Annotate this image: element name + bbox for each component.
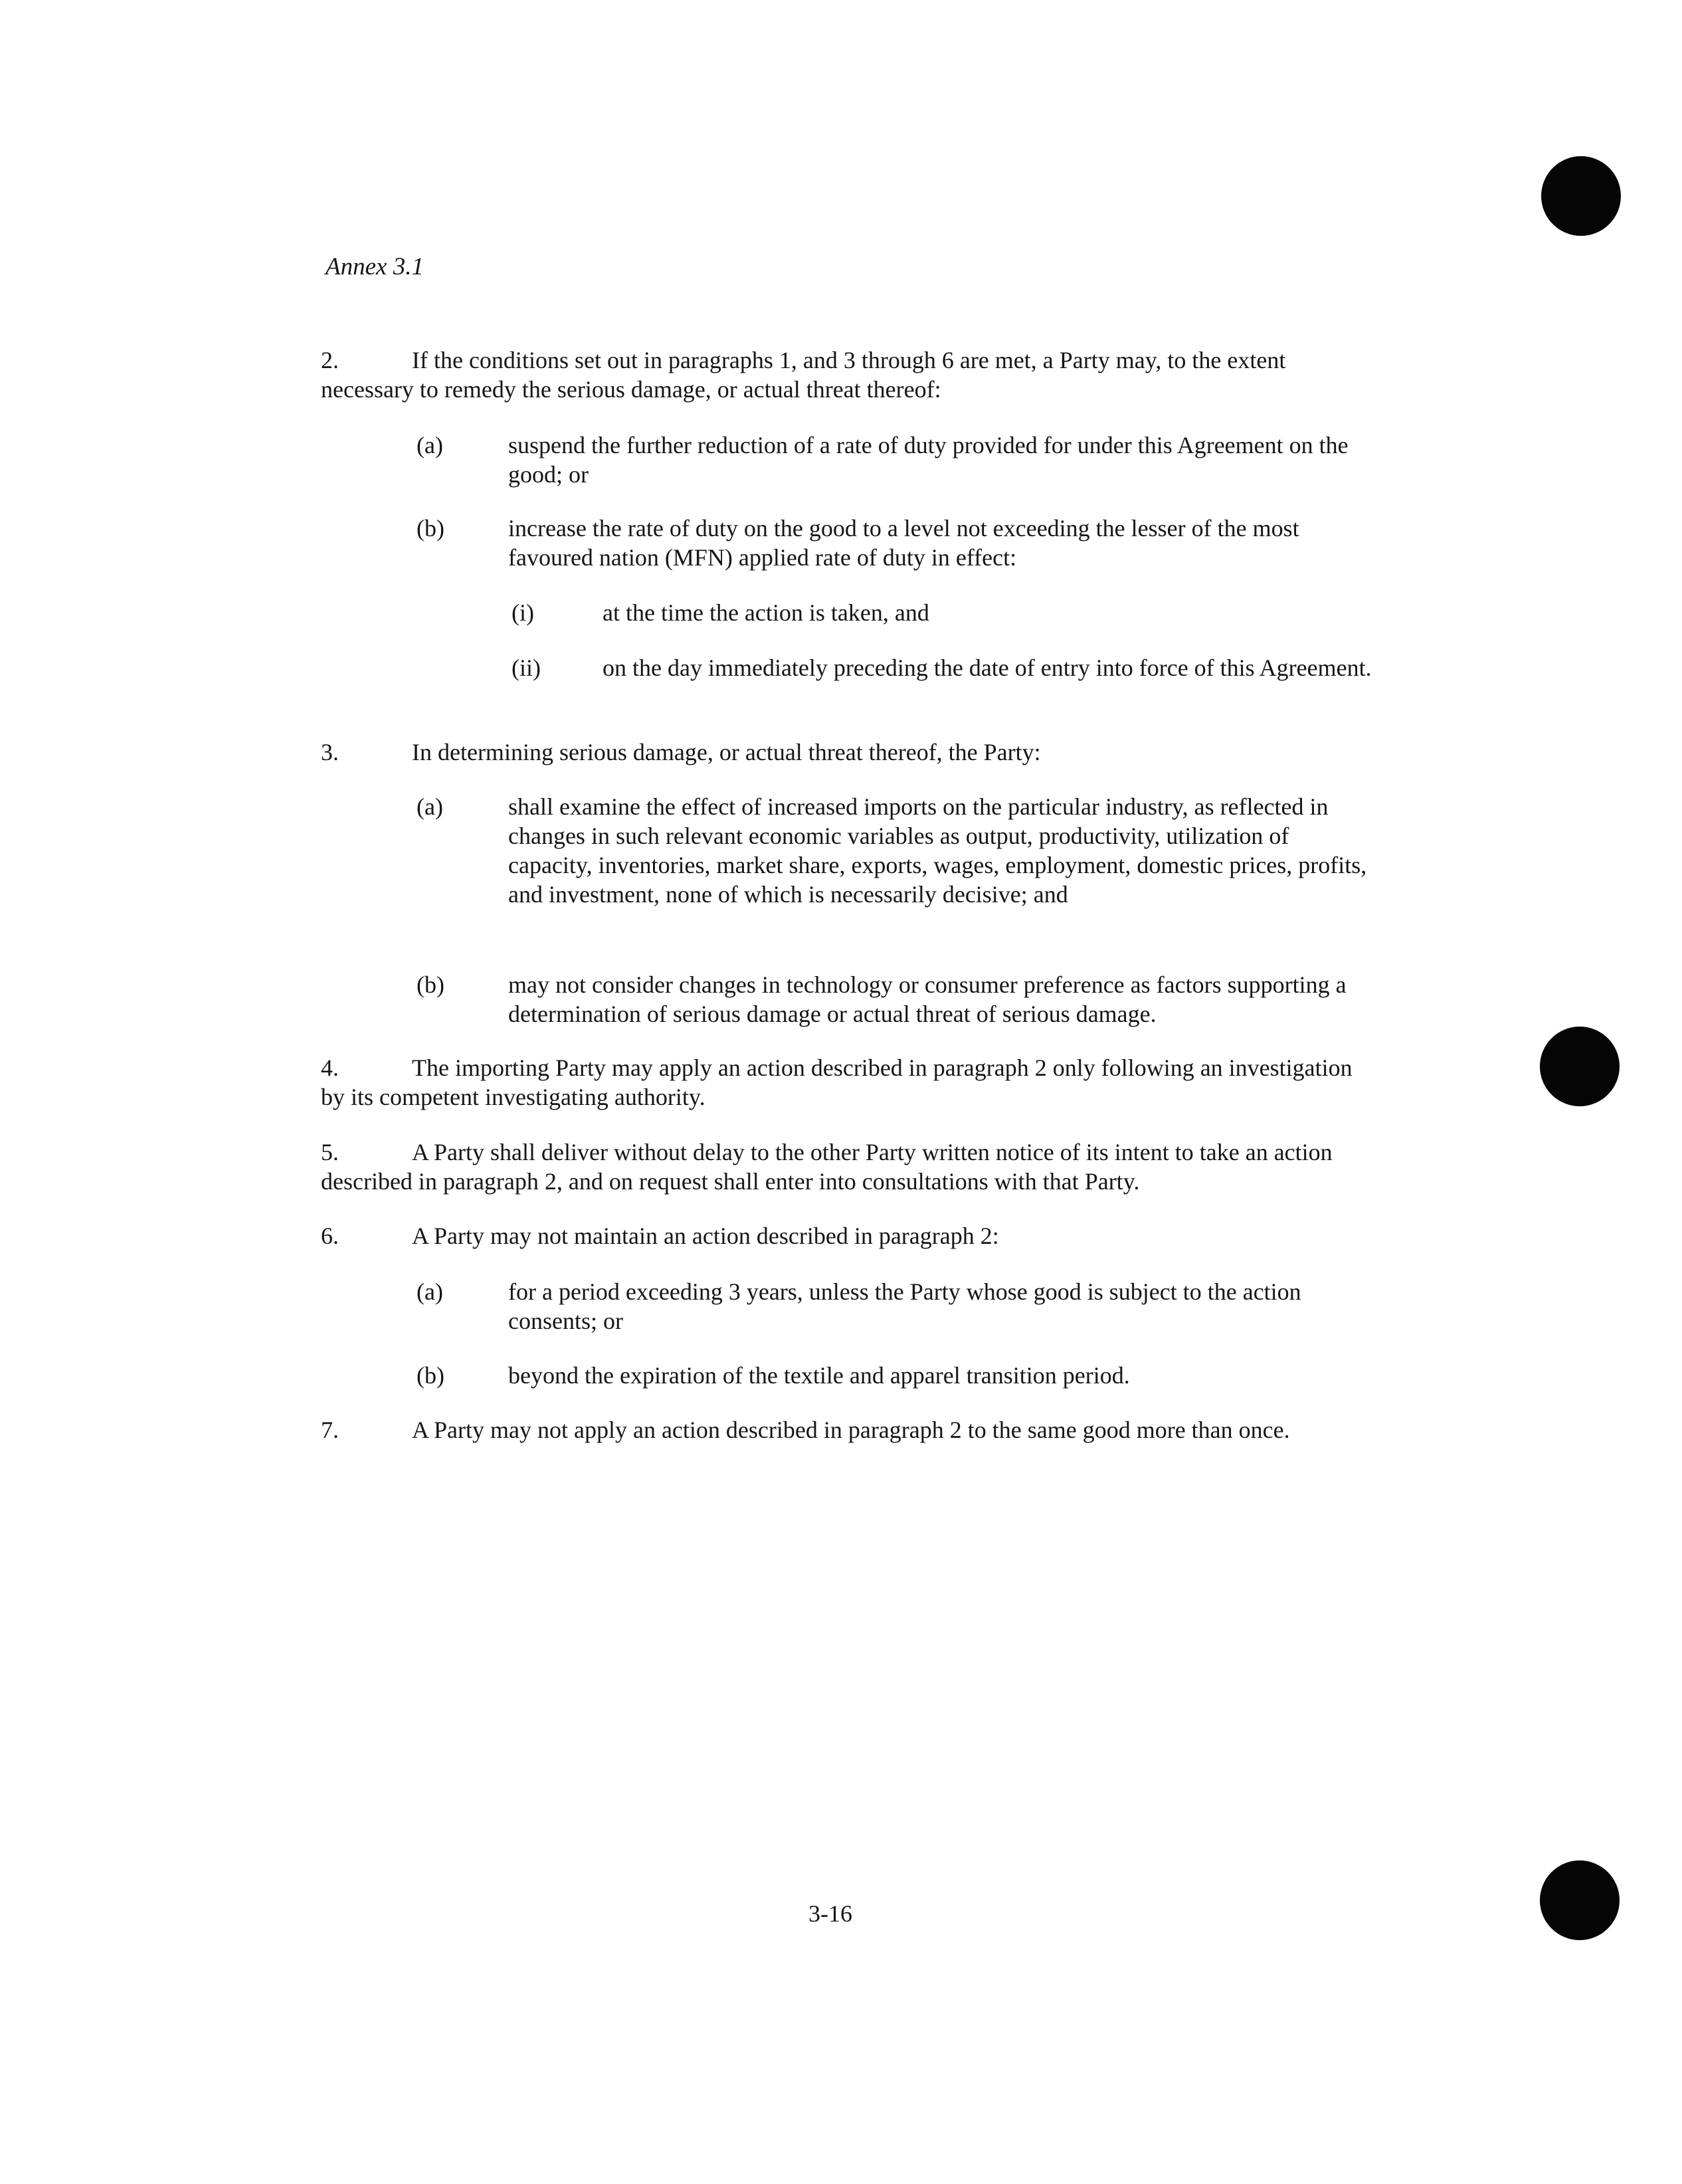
- subitem-text: at the time the action is taken, and: [603, 599, 929, 626]
- item-label: (b): [417, 515, 444, 542]
- item-label: (a): [417, 793, 443, 820]
- paragraph-number: 6.: [321, 1223, 339, 1249]
- item-label: (a): [417, 432, 443, 458]
- item-text: for a period exceeding 3 years, unless the Party whose good is subject to the action consents; or: [508, 1278, 1301, 1334]
- paragraph-2: [321, 346, 1357, 404]
- punch-hole-middle: [1540, 1027, 1620, 1106]
- subitem-text: on the day immediately preceding the date of entry into force of this Agreement.: [603, 654, 1372, 681]
- paragraph-2-item-b-ii: [512, 653, 1375, 682]
- subitem-label: (i): [512, 599, 534, 626]
- paragraph-7: [321, 1415, 1357, 1444]
- paragraph-3-item-a: [417, 792, 1373, 909]
- item-text: increase the rate of duty on the good to a level not exceeding the lesser of the most favoured nation (MFN) applied rate of duty in effect:: [508, 515, 1299, 571]
- paragraph-6: [321, 1221, 1357, 1250]
- punch-hole-bottom: [1540, 1860, 1620, 1940]
- paragraph-text: In determining serious damage, or actual threat thereof, the Party:: [412, 739, 1041, 765]
- paragraph-number: 3.: [321, 739, 339, 765]
- item-text: shall examine the effect of increased imports on the particular industry, as reflected in changes in such relevant economic variables as output, productivity, utilization of capacity, inventories, market share, exports, wages, employment, domestic prices, profits, and investment, none of which is necessarily decisive; and: [508, 793, 1367, 908]
- paragraph-number: 7.: [321, 1417, 339, 1443]
- paragraph-2-item-a: [417, 431, 1373, 489]
- item-label: (b): [417, 1362, 444, 1389]
- paragraph-text: If the conditions set out in paragraphs 1, and 3 through 6 are met, a Party may, to the extent necessary to remedy the serious damage, or actual threat thereof:: [321, 347, 1286, 403]
- paragraph-text: A Party may not apply an action described in paragraph 2 to the same good more than once.: [412, 1417, 1290, 1443]
- item-text: suspend the further reduction of a rate of duty provided for under this Agreement on the good; or: [508, 432, 1349, 488]
- item-text: beyond the expiration of the textile and apparel transition period.: [508, 1362, 1130, 1389]
- page-number: 3-16: [808, 1900, 852, 1927]
- item-label: (b): [417, 971, 444, 998]
- paragraph-text: The importing Party may apply an action described in paragraph 2 only following an investigation by its competent investigating authority.: [321, 1054, 1353, 1110]
- paragraph-6-item-b: [417, 1361, 1373, 1390]
- annex-header: Annex 3.1: [326, 253, 424, 280]
- punch-hole-top: [1541, 156, 1621, 236]
- paragraph-2-item-b-i: [512, 598, 1375, 627]
- paragraph-number: 2.: [321, 347, 339, 373]
- paragraph-3: [321, 738, 1357, 767]
- paragraph-text: A Party may not maintain an action described in paragraph 2:: [412, 1223, 999, 1249]
- paragraph-3-item-b: [417, 970, 1373, 1029]
- paragraph-text: A Party shall deliver without delay to the other Party written notice of its intent to take an action described in paragraph 2, and on request shall enter into consultations with that Party.: [321, 1139, 1333, 1195]
- paragraph-number: 4.: [321, 1054, 339, 1081]
- paragraph-number: 5.: [321, 1139, 339, 1165]
- subitem-label: (ii): [512, 654, 541, 681]
- item-label: (a): [417, 1278, 443, 1305]
- paragraph-2-item-b: [417, 514, 1373, 572]
- paragraph-4: [321, 1053, 1357, 1112]
- paragraph-5: [321, 1138, 1357, 1196]
- paragraph-6-item-a: [417, 1277, 1373, 1336]
- item-text: may not consider changes in technology or consumer preference as factors supporting a determination of serious damage or actual threat of serious damage.: [508, 971, 1347, 1027]
